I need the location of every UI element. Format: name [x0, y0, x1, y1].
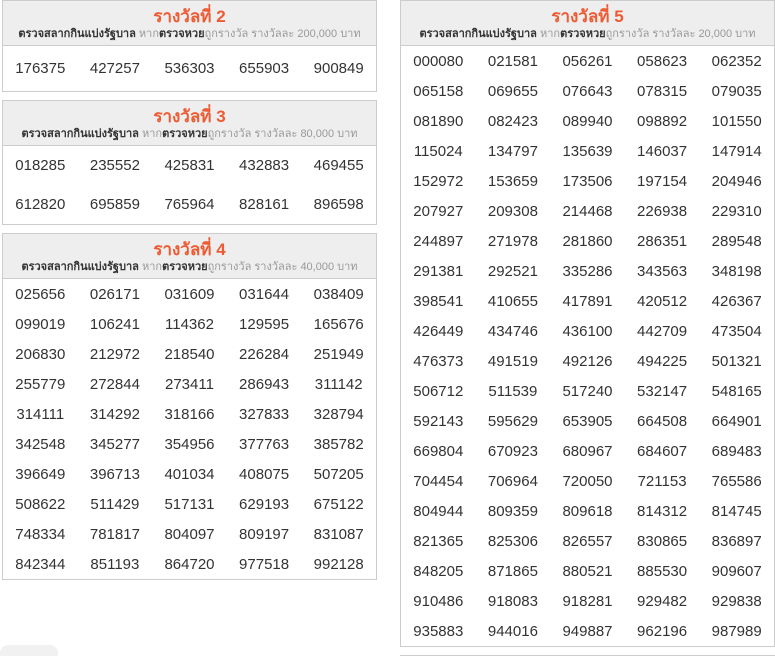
winning-number: 244897 [413, 233, 464, 250]
prize-section-header [3, 234, 376, 279]
number-row [3, 549, 376, 579]
winning-number: 809618 [562, 503, 613, 520]
winning-number: 099019 [15, 316, 66, 333]
winning-number: 831087 [313, 526, 364, 543]
winning-number: 830865 [637, 533, 688, 550]
subtitle-keyword-2: ตรวจหวย [560, 28, 606, 40]
number-row [401, 556, 774, 586]
winning-number: 511429 [90, 496, 140, 513]
winning-number: 098892 [637, 113, 688, 130]
results-column-right [400, 0, 775, 656]
winning-number: 748334 [15, 526, 66, 543]
winning-number: 670923 [487, 443, 538, 460]
winning-number: 918083 [487, 593, 538, 610]
winning-number: 704454 [413, 473, 464, 490]
winning-number: 491519 [487, 353, 538, 370]
prize-section-header [3, 1, 376, 46]
winning-number: 135639 [562, 143, 613, 160]
winning-number: 082423 [487, 113, 538, 130]
number-row [401, 436, 774, 466]
winning-number: 655903 [239, 60, 290, 77]
winning-number: 427257 [89, 60, 140, 77]
prize-title: รางวัลที่ 2 [153, 7, 226, 26]
subtitle-keyword-1: ตรวจสลากกินแบ่งรัฐบาล [18, 28, 136, 40]
winning-number: 026171 [89, 286, 140, 303]
subtitle-keyword-2: ตรวจหวย [162, 261, 208, 273]
winning-number: 977518 [239, 556, 290, 573]
winning-number: 469455 [313, 157, 364, 174]
winning-number: 209308 [487, 203, 538, 220]
winning-number: 695859 [89, 196, 140, 213]
winning-number: 432883 [239, 157, 290, 174]
number-row [3, 309, 376, 339]
winning-number: 536303 [164, 60, 215, 77]
winning-number: 828161 [239, 196, 290, 213]
number-row [3, 459, 376, 489]
winning-number: 949887 [562, 623, 613, 640]
number-row [401, 226, 774, 256]
winning-number: 592143 [413, 413, 464, 430]
winning-number: 342548 [15, 436, 66, 453]
winning-number: 212972 [89, 346, 140, 363]
number-row [3, 489, 376, 519]
winning-number: 492126 [562, 353, 613, 370]
winning-number: 031609 [164, 286, 215, 303]
winning-number: 992128 [313, 556, 364, 573]
number-row [401, 526, 774, 556]
number-row [401, 466, 774, 496]
winning-number: 987989 [711, 623, 762, 640]
winning-number: 398541 [413, 293, 464, 310]
subtitle-text-rest: ถูกรางวัล รางวัลละ 80,000 บาท [207, 128, 358, 140]
prize-numbers-table [3, 279, 376, 579]
winning-number: 781817 [89, 526, 140, 543]
winning-number: 396649 [15, 466, 66, 483]
winning-number: 426449 [413, 323, 464, 340]
winning-number: 508622 [15, 496, 66, 513]
number-row [401, 616, 774, 646]
number-row [401, 256, 774, 286]
winning-number: 115024 [413, 143, 463, 160]
winning-number: 929482 [637, 593, 688, 610]
subtitle-keyword-1: ตรวจสลากกินแบ่งรัฐบาล [419, 28, 537, 40]
winning-number: 826557 [562, 533, 613, 550]
winning-number: 420512 [637, 293, 688, 310]
winning-number: 114362 [165, 316, 214, 333]
winning-number: 081890 [413, 113, 464, 130]
winning-number: 271978 [487, 233, 538, 250]
winning-number: 038409 [313, 286, 364, 303]
winning-number: 494225 [637, 353, 688, 370]
winning-number: 354956 [164, 436, 215, 453]
winning-number: 836897 [711, 533, 762, 550]
number-row [3, 185, 376, 224]
winning-number: 442709 [637, 323, 688, 340]
winning-number: 314292 [89, 406, 140, 423]
winning-number: 000080 [413, 53, 464, 70]
prize-numbers-table [3, 146, 376, 224]
winning-number: 804944 [413, 503, 464, 520]
number-row [401, 286, 774, 316]
winning-number: 511539 [488, 383, 538, 400]
subtitle-text-mid: หาก [536, 28, 561, 40]
winning-number: 377763 [239, 436, 290, 453]
number-row [401, 136, 774, 166]
winning-number: 548165 [711, 383, 762, 400]
winning-number: 434746 [487, 323, 538, 340]
winning-number: 018285 [15, 157, 66, 174]
winning-number: 272844 [89, 376, 140, 393]
winning-number: 629193 [239, 496, 290, 513]
winning-number: 896598 [313, 196, 364, 213]
number-row [401, 106, 774, 136]
winning-number: 825306 [487, 533, 538, 550]
winning-number: 900849 [313, 60, 364, 77]
winning-number: 078315 [637, 83, 688, 100]
winning-number: 251949 [313, 346, 364, 363]
winning-number: 909607 [711, 563, 762, 580]
number-row [3, 279, 376, 309]
winning-number: 129595 [239, 316, 290, 333]
prize-section [2, 233, 377, 580]
subtitle-keyword-1: ตรวจสลากกินแบ่งรัฐบาล [21, 128, 139, 140]
winning-number: 255779 [15, 376, 66, 393]
winning-number: 385782 [313, 436, 364, 453]
winning-number: 152972 [413, 173, 464, 190]
number-row [3, 369, 376, 399]
prize-title: รางวัลที่ 5 [551, 7, 624, 26]
winning-number: 885530 [637, 563, 688, 580]
winning-number: 476373 [413, 353, 464, 370]
prize-title: รางวัลที่ 4 [153, 240, 226, 259]
winning-number: 720050 [562, 473, 613, 490]
winning-number: 056261 [562, 53, 613, 70]
subtitle-text-mid: หาก [135, 28, 159, 40]
winning-number: 235552 [89, 157, 140, 174]
winning-number: 436100 [562, 323, 613, 340]
winning-number: 281860 [562, 233, 613, 250]
winning-number: 089940 [562, 113, 613, 130]
winning-number: 517240 [562, 383, 613, 400]
number-row [401, 46, 774, 76]
winning-number: 962196 [637, 623, 688, 640]
prize-numbers-table [401, 46, 774, 646]
subtitle-keyword-2: ตรวจหวย [162, 128, 208, 140]
winning-number: 134797 [487, 143, 538, 160]
winning-number: 153659 [487, 173, 538, 190]
winning-number: 031644 [239, 286, 290, 303]
winning-number: 664901 [711, 413, 762, 430]
number-row [401, 166, 774, 196]
winning-number: 821365 [413, 533, 464, 550]
winning-number: 501321 [711, 353, 762, 370]
winning-number: 101550 [711, 113, 762, 130]
number-row [401, 376, 774, 406]
winning-number: 286943 [239, 376, 290, 393]
prize-section [2, 0, 377, 92]
winning-number: 612820 [15, 196, 66, 213]
winning-number: 851193 [90, 556, 140, 573]
winning-number: 147914 [711, 143, 762, 160]
winning-number: 410655 [487, 293, 538, 310]
winning-number: 146037 [637, 143, 688, 160]
winning-number: 173506 [562, 173, 613, 190]
winning-number: 327833 [239, 406, 290, 423]
winning-number: 425831 [164, 157, 215, 174]
prize-numbers-table [3, 46, 376, 91]
winning-number: 335286 [562, 263, 613, 280]
winning-number: 311142 [314, 376, 363, 393]
subtitle-text-rest: ถูกรางวัล รางวัลละ 20,000 บาท [605, 28, 756, 40]
number-row [401, 76, 774, 106]
winning-number: 226938 [637, 203, 688, 220]
winning-number: 842344 [15, 556, 66, 573]
winning-number: 226284 [239, 346, 290, 363]
winning-number: 165676 [313, 316, 364, 333]
number-row [401, 346, 774, 376]
winning-number: 426367 [711, 293, 762, 310]
winning-number: 935883 [413, 623, 464, 640]
prize-section [2, 100, 377, 225]
prize-subtitle [405, 27, 770, 41]
winning-number: 804097 [164, 526, 215, 543]
winning-number: 684607 [637, 443, 688, 460]
winning-number: 814312 [637, 503, 688, 520]
winning-number: 507205 [313, 466, 364, 483]
winning-number: 675122 [313, 496, 364, 513]
winning-number: 291381 [413, 263, 464, 280]
winning-number: 809197 [239, 526, 290, 543]
number-row [401, 586, 774, 616]
winning-number: 396713 [89, 466, 140, 483]
winning-number: 076643 [562, 83, 613, 100]
number-row [401, 496, 774, 526]
winning-number: 348198 [711, 263, 762, 280]
prize-title: รางวัลที่ 3 [153, 107, 226, 126]
winning-number: 929838 [711, 593, 762, 610]
winning-number: 207927 [413, 203, 464, 220]
number-row [3, 399, 376, 429]
winning-number: 176375 [15, 60, 66, 77]
winning-number: 848205 [413, 563, 464, 580]
winning-number: 206830 [15, 346, 66, 363]
winning-number: 345277 [89, 436, 140, 453]
number-row [401, 316, 774, 346]
winning-number: 021581 [487, 53, 538, 70]
number-row [401, 196, 774, 226]
winning-number: 595629 [487, 413, 538, 430]
winning-number: 765964 [164, 196, 215, 213]
winning-number: 197154 [637, 173, 688, 190]
winning-number: 058623 [637, 53, 688, 70]
winning-number: 910486 [413, 593, 464, 610]
prize-section [400, 0, 775, 647]
winning-number: 653905 [562, 413, 613, 430]
winning-number: 214468 [562, 203, 613, 220]
winning-number: 229310 [711, 203, 762, 220]
winning-number: 880521 [562, 563, 613, 580]
prize-section-header [401, 1, 774, 46]
winning-number: 506712 [413, 383, 464, 400]
winning-number: 944016 [487, 623, 538, 640]
subtitle-text-mid: หาก [138, 261, 163, 273]
winning-number: 328794 [313, 406, 364, 423]
winning-number: 918281 [562, 593, 613, 610]
winning-number: 532147 [637, 383, 688, 400]
prize-section-header [3, 101, 376, 146]
prize-subtitle [7, 260, 372, 274]
subtitle-text-rest: ถูกรางวัล รางวัลละ 200,000 บาท [204, 28, 361, 40]
winning-number: 343563 [637, 263, 688, 280]
winning-number: 286351 [637, 233, 688, 250]
prize-subtitle [7, 27, 372, 41]
winning-number: 689483 [711, 443, 762, 460]
winning-number: 669804 [413, 443, 464, 460]
winning-number: 721153 [637, 473, 687, 490]
winning-number: 069655 [487, 83, 538, 100]
winning-number: 706964 [487, 473, 538, 490]
winning-number: 814745 [711, 503, 762, 520]
winning-number: 292521 [487, 263, 538, 280]
winning-number: 204946 [711, 173, 762, 190]
winning-number: 765586 [711, 473, 762, 490]
winning-number: 065158 [413, 83, 464, 100]
results-column-left [2, 0, 377, 656]
winning-number: 871865 [487, 563, 538, 580]
corner-widget-partial [0, 645, 58, 656]
winning-number: 314111 [16, 406, 65, 423]
winning-number: 473504 [711, 323, 762, 340]
winning-number: 417891 [562, 293, 613, 310]
winning-number: 318166 [164, 406, 215, 423]
winning-number: 273411 [165, 376, 214, 393]
winning-number: 218540 [164, 346, 215, 363]
winning-number: 664508 [637, 413, 688, 430]
winning-number: 864720 [164, 556, 215, 573]
subtitle-text-rest: ถูกรางวัล รางวัลละ 40,000 บาท [207, 261, 358, 273]
number-row [401, 406, 774, 436]
number-row [3, 339, 376, 369]
winning-number: 517131 [164, 496, 215, 513]
winning-number: 401034 [164, 466, 215, 483]
winning-number: 408075 [239, 466, 290, 483]
winning-number: 289548 [711, 233, 762, 250]
subtitle-keyword-2: ตรวจหวย [159, 28, 205, 40]
subtitle-text-mid: หาก [138, 128, 163, 140]
subtitle-keyword-1: ตรวจสลากกินแบ่งรัฐบาล [21, 261, 139, 273]
winning-number: 062352 [711, 53, 762, 70]
winning-number: 079035 [711, 83, 762, 100]
number-row [3, 429, 376, 459]
winning-number: 025656 [15, 286, 66, 303]
winning-number: 809359 [487, 503, 538, 520]
number-row [3, 519, 376, 549]
winning-number: 680967 [562, 443, 613, 460]
winning-number: 106241 [89, 316, 140, 333]
number-row [3, 46, 376, 91]
prize-subtitle [7, 127, 372, 141]
number-row [3, 146, 376, 185]
